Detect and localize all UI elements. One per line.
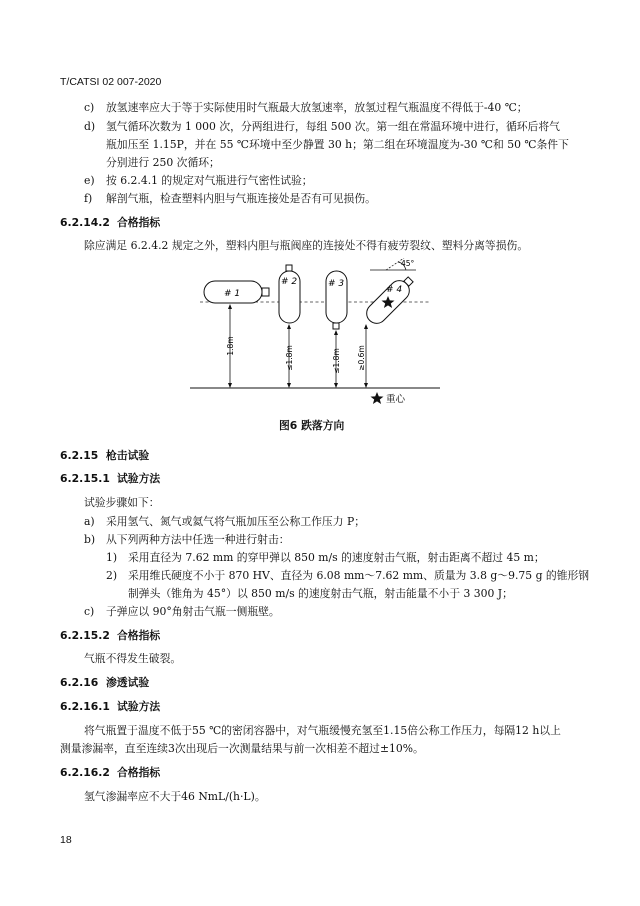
section-number: 6.2.16.2: [60, 766, 110, 779]
height-arrow-3: [332, 330, 341, 388]
list-item-c2: 子弹应以 90°角射击气瓶一侧瓶壁。: [106, 605, 280, 618]
paragraph: 氢气渗漏率应不大于46 NmL/(h·L)。: [84, 790, 266, 803]
bottle-3-label: # 3: [328, 279, 345, 289]
paragraph: 试验步骤如下：: [84, 496, 160, 509]
list-marker: c): [84, 101, 95, 114]
paragraph-line2: 测量渗漏率，直至连续3次出现后一次测量结果与前一次相差不超过±10%。: [60, 742, 424, 755]
height-arrow-1: [226, 304, 235, 388]
section-number: 6.2.15.1: [60, 472, 110, 485]
figure-caption: 图6 跌落方向: [279, 419, 345, 432]
list-marker: a): [84, 515, 95, 528]
list-item-a: 采用氢气、氮气或氦气将气瓶加压至公称工作压力 P；: [106, 515, 366, 528]
height-label-3: ≤1.8m: [332, 348, 341, 374]
list-item-d-line3: 分别进行 250 次循环；: [106, 156, 220, 169]
bottle-2: [279, 265, 300, 323]
height-label-4: ≥0.6m: [357, 345, 366, 371]
drop-direction-figure: [190, 258, 450, 408]
bottle-3: [326, 271, 347, 329]
height-label-2: ≤1.8m: [285, 345, 294, 371]
list-marker: e): [84, 174, 95, 187]
page-number: 18: [60, 834, 72, 846]
section-number: 6.2.15.2: [60, 629, 110, 642]
sub-list-marker: 1): [106, 551, 118, 564]
sub-list-item-2-line2: 制弹头（锥角为 45°）以 850 m/s 的速度射击气瓶，射击能量不小于 3 300 J；: [128, 587, 513, 600]
section-title: 合格指标: [117, 766, 161, 779]
paragraph-line1: 将气瓶置于温度不低于55 ℃的密闭容器中，对气瓶缓慢充氢至1.15倍公称工作压力，每隔12 h以上: [84, 724, 561, 737]
sub-list-item-1: 采用直径为 7.62 mm 的穿甲弹以 850 m/s 的速度射击气瓶，射击距离不超过 45 m；: [128, 551, 545, 564]
section-number: 6.2.16: [60, 676, 99, 689]
height-arrow-2: [285, 324, 294, 388]
sub-list-marker: 2): [106, 569, 118, 582]
list-item-c: 放氢速率应大于等于实际使用时气瓶最大放氢速率，放氢过程气瓶温度不得低于-40 ℃；: [106, 101, 528, 114]
paragraph: 气瓶不得发生破裂。: [84, 652, 182, 665]
document-code: T/CATSI 02 007-2020: [60, 76, 162, 88]
angle-label: 45°: [401, 259, 415, 268]
height-arrow-4: [357, 324, 368, 388]
legend-label: 重心: [386, 394, 406, 405]
list-item-f: 解剖气瓶，检查塑料内胆与气瓶连接处是否有可见损伤。: [106, 192, 376, 205]
list-marker: d): [84, 120, 96, 133]
list-item-b: 从下列两种方法中任选一种进行射击：: [106, 533, 290, 546]
section-number: 6.2.14.2: [60, 216, 110, 229]
height-label-1: 1.8m: [226, 336, 235, 356]
paragraph: 除应满足 6.2.4.2 规定之外，塑料内胆与瓶阀座的连接处不得有疲劳裂纹、塑料分离等损伤。: [84, 239, 529, 252]
bottle-1: [204, 281, 269, 303]
section-title: 试验方法: [117, 700, 161, 713]
section-number: 6.2.16.1: [60, 700, 110, 713]
section-title: 试验方法: [117, 472, 161, 485]
bottle-1-label: # 1: [224, 289, 241, 299]
legend-star-icon: [371, 392, 384, 404]
section-title: 合格指标: [117, 629, 161, 642]
list-item-d-line2: 瓶加压至 1.15P，并在 55 ℃环境中至少静置 30 h；第二组在环境温度为-30 ℃和 50 ℃条件下: [106, 138, 569, 151]
bottle-2-label: # 2: [281, 277, 298, 287]
sub-list-item-2-line1: 采用维氏硬度不小于 870 HV、直径为 6.08 mm～7.62 mm、质量为 3.8 g～9.75 g 的锥形钢: [128, 569, 590, 582]
list-marker: f): [84, 192, 93, 205]
section-title: 枪击试验: [106, 449, 150, 462]
bottle-4: [363, 272, 418, 327]
section-number: 6.2.15: [60, 449, 99, 462]
bottle-4-label: # 4: [386, 285, 403, 295]
list-marker: c): [84, 605, 95, 618]
list-marker: b): [84, 533, 96, 546]
section-title: 渗透试验: [106, 676, 150, 689]
list-item-e: 按 6.2.4.1 的规定对气瓶进行气密性试验；: [106, 174, 313, 187]
section-title: 合格指标: [117, 216, 161, 229]
list-item-d-line1: 氢气循环次数为 1 000 次，分两组进行，每组 500 次。第一组在常温环境中进行，循环后将气: [106, 120, 560, 133]
